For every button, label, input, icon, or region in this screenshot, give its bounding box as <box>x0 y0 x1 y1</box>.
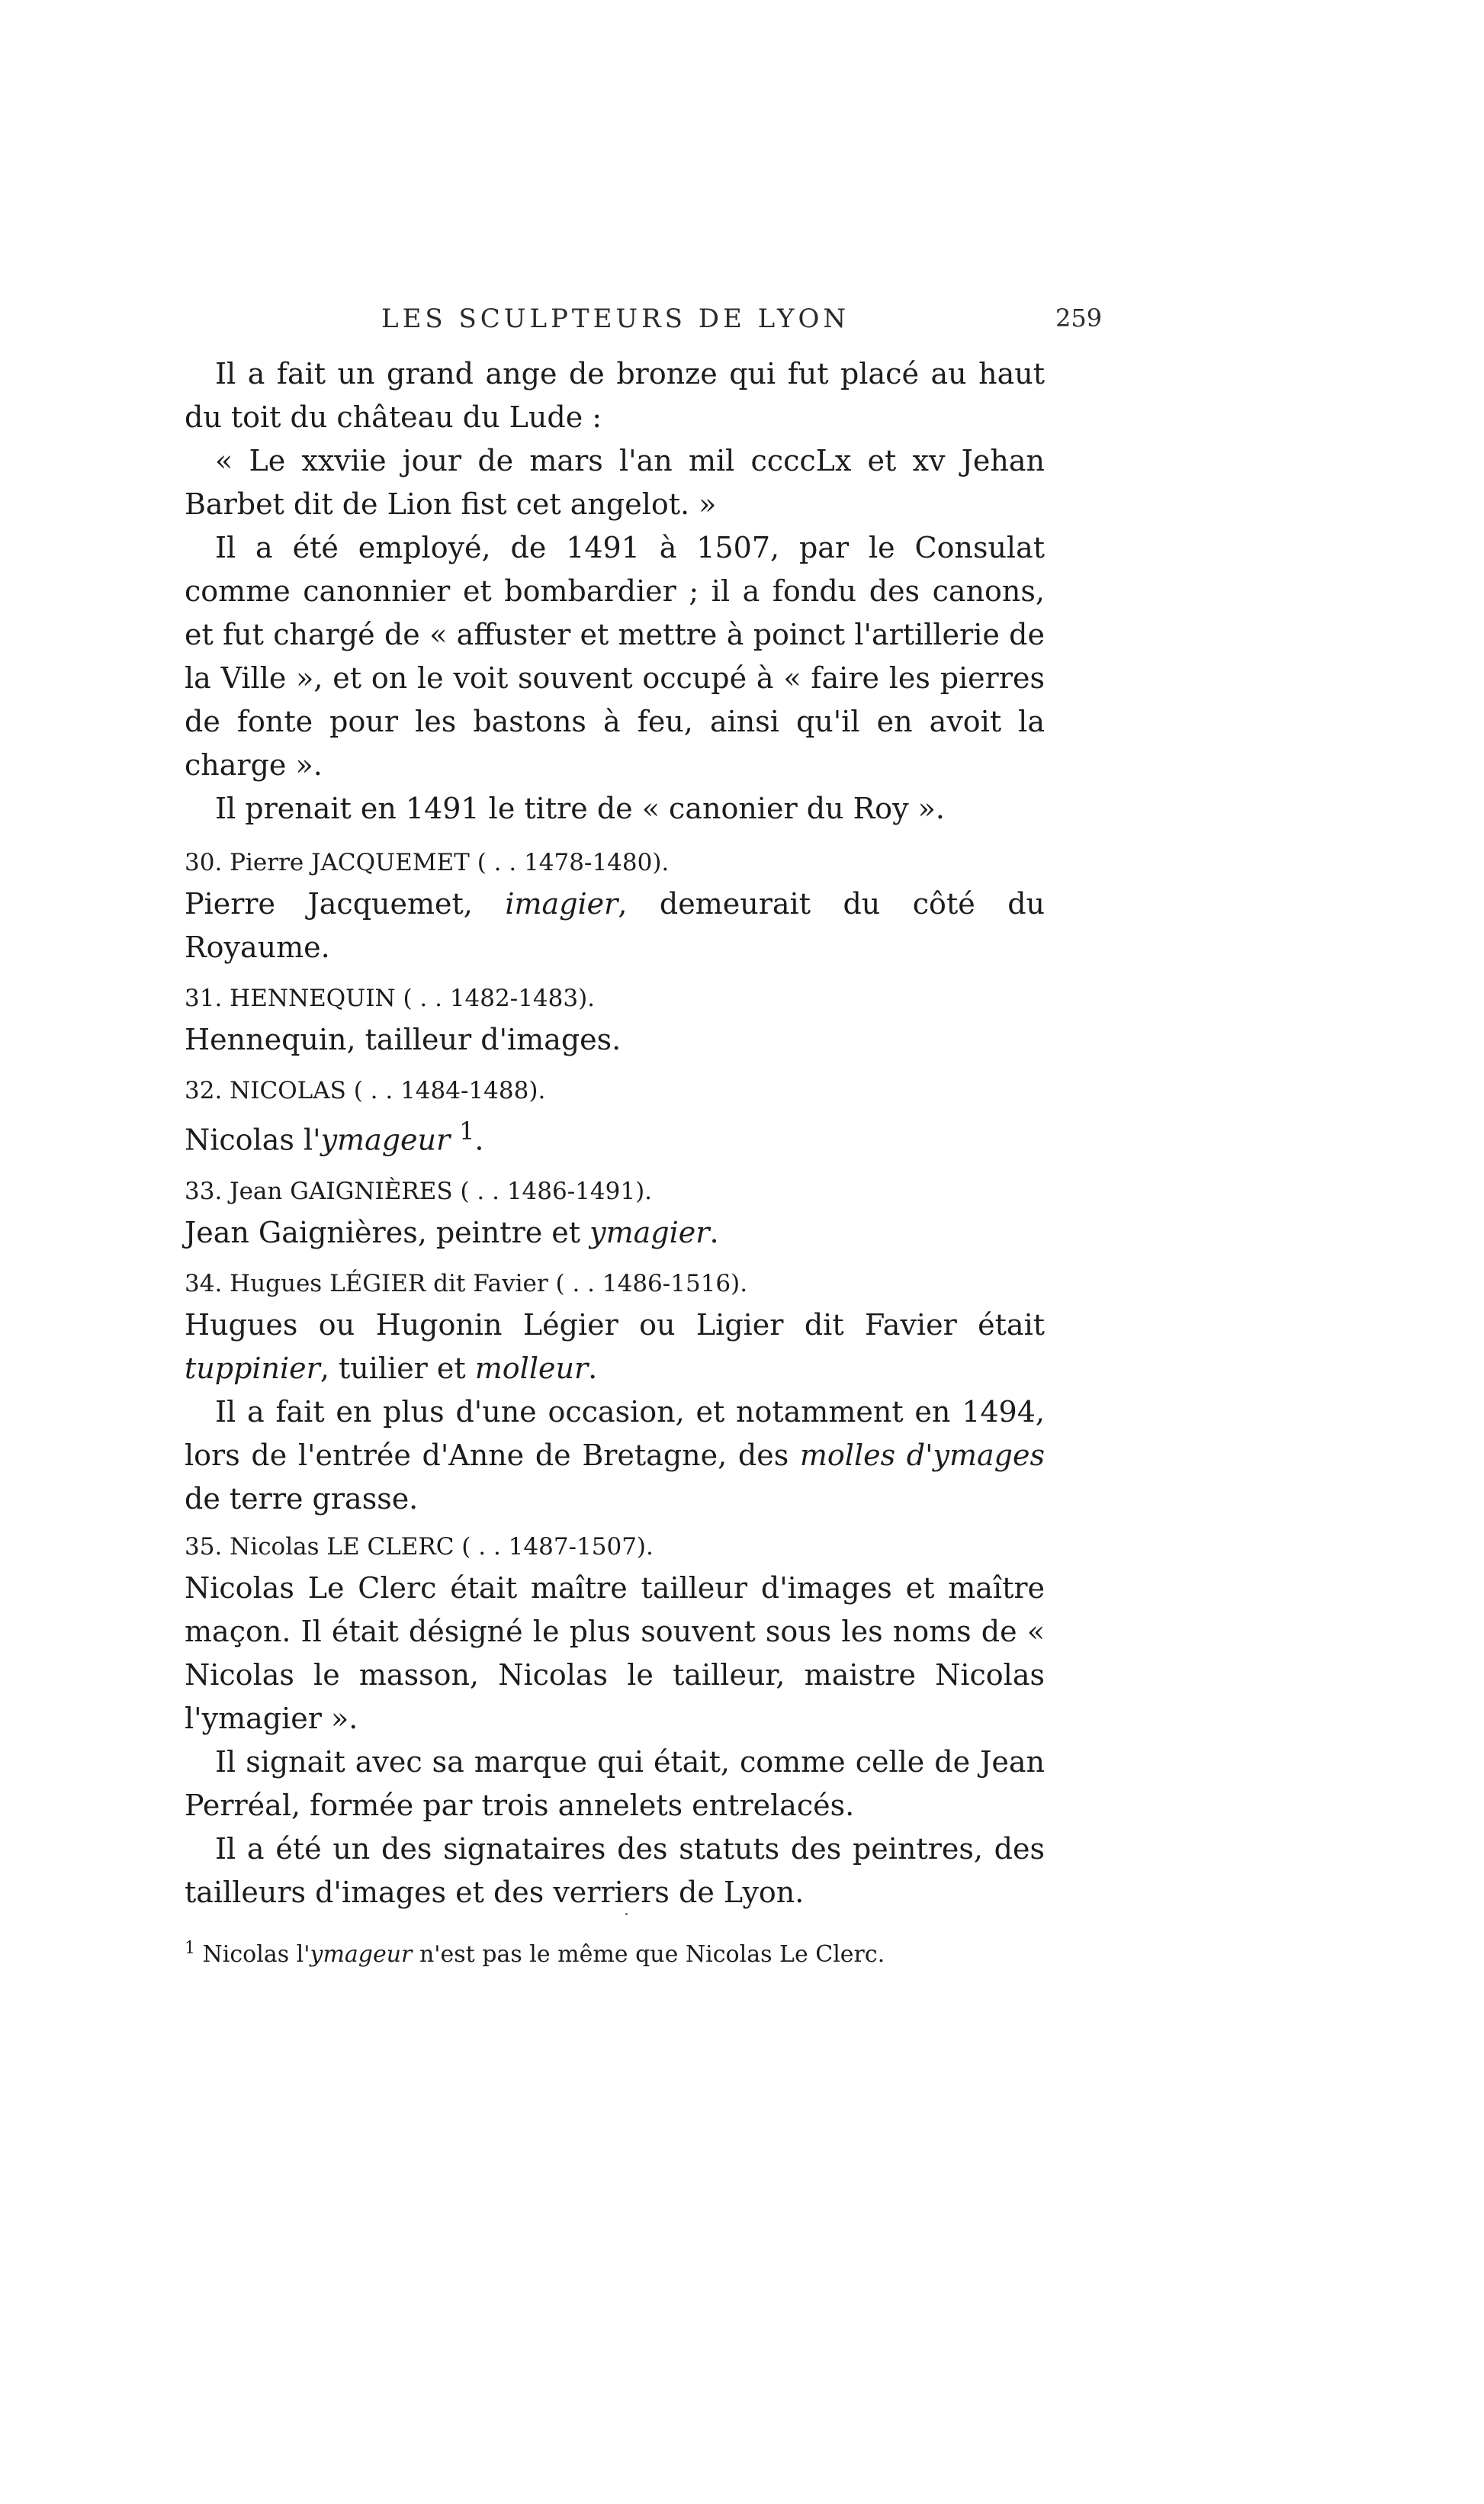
footnote-marker: 1 <box>185 1939 195 1958</box>
entry-text-33: Jean Gaignières, peintre et ymagier. <box>185 1215 719 1249</box>
entry-text-35c: Il a été un des signataires des statuts des peintres, des tailleurs d'images et des verriers de Lyon. <box>185 1831 1045 1909</box>
entry-text-35: Nicolas Le Clerc était maître tailleur d'images et maître maçon. Il était désigné le plus souvent sous les noms de « Nicolas le masson, Nicolas le tailleur, maistre Nicolas l'ymagier ». <box>185 1570 1045 1735</box>
footnote-ref: 1 <box>459 1118 475 1146</box>
footnote: $^1$ Nicolas l'ymageur n'est pas le même que Nicolas Le Clerc. <box>185 1939 885 1968</box>
entry-text-32: Nicolas l'ymageur $^1$. <box>185 1118 484 1157</box>
entry-heading-32: 32. NICOLAS ( . . 1484-1488). <box>185 1077 546 1104</box>
entry-heading-31: 31. HENNEQUIN ( . . 1482-1483). <box>185 985 596 1012</box>
page-number: 259 <box>1055 304 1103 333</box>
entry-heading-34: 34. Hugues LÉGIER dit Favier ( . . 1486-1516). <box>185 1269 748 1297</box>
entry-text-31: Hennequin, tailleur d'images. <box>185 1023 622 1056</box>
print-mark <box>625 1913 628 1915</box>
running-title: LES SCULPTEURS DE LYON <box>381 304 850 334</box>
entry-text-34b: Il a fait en plus d'une occasion, et notamment en 1494, lors de l'entrée d'Anne de Bretagne, des molles d'ymages de terre grasse. <box>185 1394 1046 1516</box>
entry-heading-33: 33. Jean GAIGNIÈRES ( . . 1486-1491). <box>185 1177 653 1205</box>
entry-text-30: Pierre Jacquemet, imagier, demeurait du côté du Royaume. <box>185 887 1045 964</box>
main-text <box>185 352 1045 1914</box>
entry-heading-35: 35. Nicolas LE CLERC ( . . 1487-1507). <box>185 1532 654 1561</box>
paragraph: « Le xxviie jour de mars l'an mil ccccLx et xv Jehan Barbet dit de Lion fist cet angelot. » <box>185 444 1045 521</box>
entry-text-34: Hugues ou Hugonin Légier ou Ligier dit Favier était tuppinier, tuilier et molleur. <box>185 1307 1045 1385</box>
entry-heading-30: 30. Pierre JACQUEMET ( . . 1478-1480). <box>185 849 670 876</box>
paragraph: Il a été employé, de 1491 à 1507, par le Consulat comme canonnier et bombardier ; il a fondu des canons, et fut chargé de « affuster et mettre à poinct l'artillerie de la Ville », et on le voit souvent occupé à « faire les pierres de fonte pour les bastons à feu, ainsi qu'il en avoit la charge ». <box>185 531 1045 782</box>
entry-text-35b: Il signait avec sa marque qui était, comme celle de Jean Perréal, formée par trois annelets entrelacés. <box>185 1744 1045 1822</box>
paragraph: Il prenait en 1491 le titre de « canonier du Roy ». <box>215 792 945 825</box>
paragraph: Il a fait un grand ange de bronze qui fut placé au haut du toit du château du Lude : <box>185 357 1045 434</box>
